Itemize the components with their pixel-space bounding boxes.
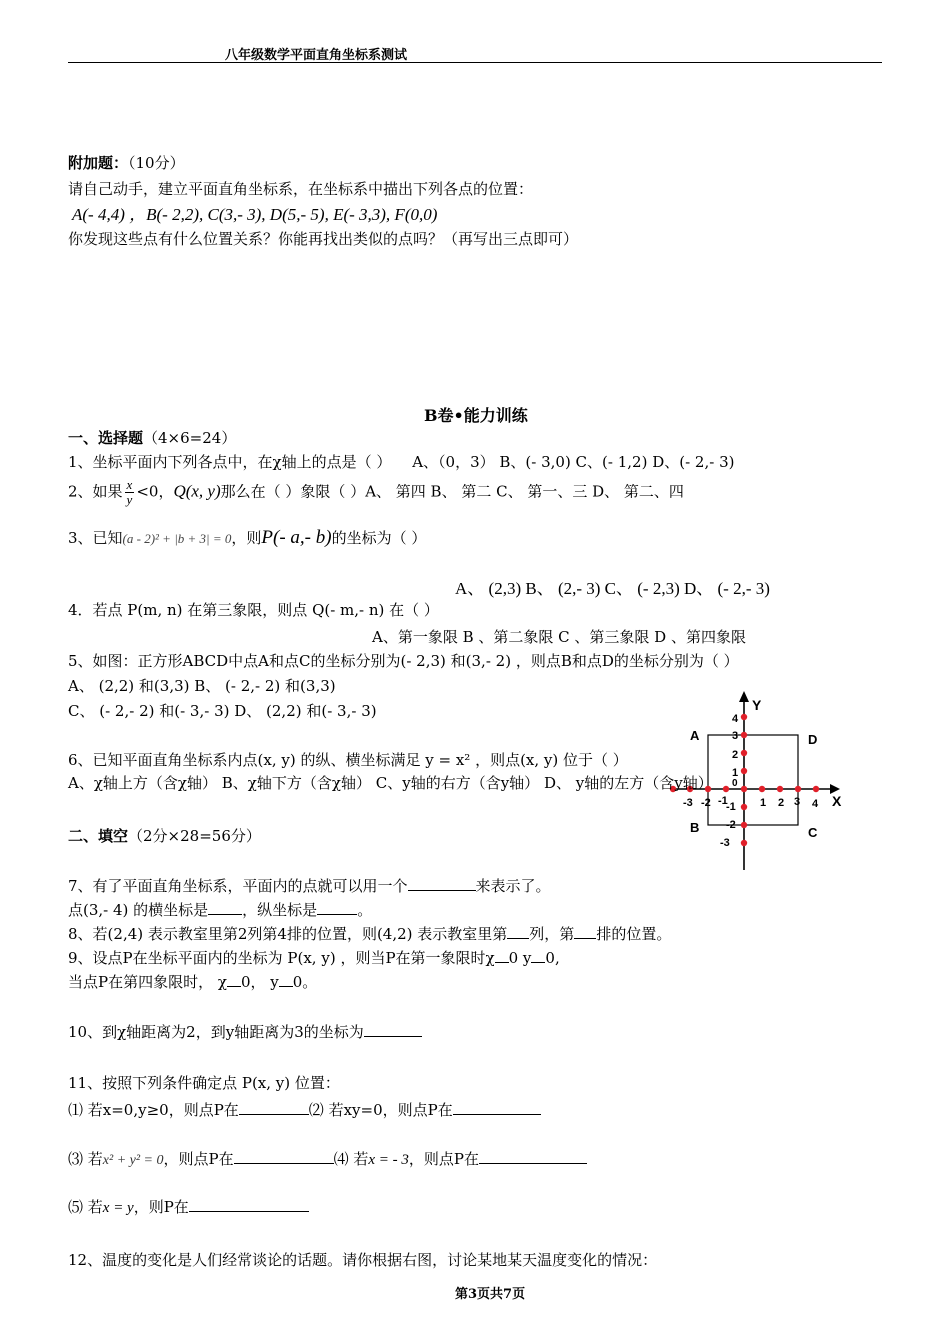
q9b-text-3: 0。 (292, 973, 318, 991)
q3-pre: 3、已知 (68, 529, 123, 547)
q6-options: A、χ轴上方（含χ轴） B、χ轴下方（含χ轴） C、y轴的右方（含y轴） D、 y轴的左方（含y轴） (68, 774, 713, 792)
q8-text-2: 列，第 (529, 925, 575, 943)
x-tick-neg2: -2 (701, 797, 711, 809)
q9b-line (68, 971, 317, 992)
q10-text: 10、到χ轴距离为2，到y轴距离为3的坐标为 (68, 1023, 364, 1041)
q9a-blank-x[interactable] (495, 948, 509, 963)
corner-a-label: A (690, 728, 700, 743)
q9a-text-3: 0, (545, 949, 560, 967)
dot-x-4 (813, 786, 819, 792)
x-axis-label: X (832, 793, 842, 809)
dot-origin (741, 786, 747, 792)
q7b-blank-y[interactable] (317, 900, 357, 915)
part1-heading-line (68, 427, 236, 448)
q3-options: A、 (2,3) B、 (2,- 3) C、 (- 2,3) D、 (- 2,- 3) (455, 579, 770, 598)
q5-options-cd: C、 (- 2,- 2) 和(- 3,- 3) D、 (2,2) 和(- 3,- 3) (68, 702, 377, 720)
q8-blank-col[interactable] (507, 924, 529, 939)
q9a-text-2: 0 y (508, 949, 532, 967)
bonus-question: 你发现这些点有什么位置关系？你能再找出类似的点吗？（再写出三点即可） (68, 230, 579, 248)
dot-y-4 (741, 714, 747, 720)
q11-5-post: ，则P在 (133, 1198, 189, 1216)
part1-score: （4×6=24） (143, 429, 237, 447)
q11-3-math: x² + y² = 0 (102, 1153, 164, 1168)
part1-heading: 一、选择题 (68, 429, 144, 447)
x-tick-4: 4 (812, 798, 819, 810)
q11-4-math: x = - 3 (368, 1152, 409, 1168)
q2-fraction (125, 478, 135, 507)
q11-1-blank[interactable] (239, 1100, 309, 1115)
dot-y-neg1 (741, 804, 747, 810)
x-tick-2: 2 (778, 797, 785, 809)
x-tick-3: 3 (794, 796, 801, 808)
q10-blank[interactable] (364, 1022, 422, 1037)
q3-mid: ，则 (231, 529, 262, 547)
q11-2-blank[interactable] (453, 1100, 541, 1115)
q9b-blank-y[interactable] (279, 972, 293, 987)
q8-blank-row[interactable] (574, 924, 596, 939)
q11-3-blank[interactable] (234, 1149, 334, 1164)
y-axis-arrow (739, 691, 749, 702)
part2-heading: 二、填空 (68, 827, 129, 845)
q9b-blank-x[interactable] (227, 972, 241, 987)
q1-options: A、（0，3） B、(- 3,0) C、(- 1,2) D、(- 2,- 3) (412, 453, 735, 471)
dot-y-neg2 (741, 822, 747, 828)
x-tick-neg1: -1 (718, 795, 728, 807)
q7b-text-2: ，纵坐标是 (242, 901, 318, 919)
y-tick-neg1: -1 (726, 801, 736, 813)
bonus-heading-line (68, 152, 185, 173)
q3-post: 的坐标为（ ） (331, 529, 427, 547)
q11-4-blank[interactable] (479, 1149, 587, 1164)
dot-x-2 (777, 786, 783, 792)
bonus-heading: 附加题： (68, 154, 129, 172)
q11-3-post: ，则点P在 (163, 1150, 234, 1168)
q9a-line (68, 947, 560, 968)
q3-condition: (a - 2)² + |b + 3| = 0 (122, 531, 232, 546)
q11-3-4-line (68, 1148, 587, 1169)
y-axis-label: Y (752, 697, 762, 713)
dot-x-3 (795, 786, 801, 792)
origin-label: 0 (732, 778, 738, 789)
q11-4-pre: ⑷ 若 (333, 1150, 369, 1168)
q7a-blank[interactable] (408, 876, 476, 891)
q3-math: P(- a,- b) (261, 527, 332, 548)
dot-y-3 (741, 732, 747, 738)
q4-text: 4．若点 P(m, n) 在第三象限，则点 Q(- m,- n) 在（ ） (68, 601, 439, 619)
page-footer: 第3页共7页 (455, 1287, 526, 1302)
q7a-line (68, 875, 551, 896)
square-abcd (708, 735, 801, 825)
q11-5-pre: ⑸ 若 (68, 1198, 103, 1216)
page-header-title: 八年级数学平面直角坐标系测试 (225, 48, 408, 63)
q9b-text-1: 当点P在第四象限时， χ (68, 973, 227, 991)
q7b-text-1: 点(3,- 4) 的横坐标是 (68, 901, 209, 919)
corner-b-label: B (690, 820, 700, 835)
q11-1-text: ⑴ 若x=0,y≥0，则点P在 (68, 1101, 239, 1119)
q2-frac-den: y (126, 492, 133, 507)
q9a-text-1: 9、设点P在坐标平面内的坐标为 P(x, y) ，则当P在第一象限时χ (68, 949, 495, 967)
dot-y-2 (741, 750, 747, 756)
section-b-title: B卷•能力训练 (424, 406, 528, 425)
q2-mid: <0， (136, 482, 174, 501)
q8-text-1: 8、若(2,4) 表示教室里第2列第4排的位置，则(4,2) 表示教室里第 (68, 925, 508, 943)
q11-text: 11、按照下列条件确定点 P(x, y) 位置： (68, 1074, 340, 1092)
q2-frac-num: x (126, 477, 133, 492)
q5-options-ab: A、 (2,2) 和(3,3) B、 (- 2,- 2) 和(3,3) (68, 677, 336, 695)
q7a-end: 来表示了。 (475, 877, 551, 895)
header-rule (68, 62, 882, 63)
q3-line (68, 527, 426, 549)
q8-text-3: 排的位置。 (596, 925, 672, 943)
q11-4-post: ，则点P在 (408, 1150, 479, 1168)
y-tick-neg3: -3 (720, 837, 730, 849)
q11-3-pre: ⑶ 若 (68, 1150, 103, 1168)
q2-math: Q(x, y) (173, 481, 221, 501)
y-tick-4: 4 (732, 713, 739, 725)
q1-text: 1、坐标平面内下列各点中，在χ轴上的点是（ ） (68, 453, 392, 471)
y-tick-2: 2 (732, 749, 739, 761)
q5-text: 5、如图：正方形ABCD中点A和点C的坐标分别为(- 2,3) 和(3,- 2) ，则点B和点D的坐标分别为（ ） (68, 652, 739, 670)
q12-text: 12、温度的变化是人们经常谈论的话题。请你根据右图，讨论某地某天温度变化的情况： (68, 1251, 658, 1269)
q2-pre: 2、如果 (68, 482, 123, 501)
y-tick-neg2: -2 (726, 819, 736, 831)
q4-options: A、第一象限 B 、第二象限 C 、第三象限 D 、第四象限 (372, 628, 746, 646)
q7b-text-3: 。 (357, 901, 373, 919)
q11-5-math: x = y (102, 1200, 134, 1216)
q6-text: 6、已知平面直角坐标系内点(x, y) 的纵、横坐标满足 y = x² ，则点(x, y) 位于（ ） (68, 751, 628, 769)
q11-2-text: ⑵ 若xy=0，则点P在 (308, 1101, 453, 1119)
q7b-blank-x[interactable] (208, 900, 242, 915)
q7a-text: 7、有了平面直角坐标系，平面内的点就可以用一个 (68, 877, 408, 895)
y-tick-1: 1 (732, 767, 739, 779)
x-tick-neg3: -3 (683, 797, 693, 809)
bonus-points: A(- 4,4) ，B(- 2,2), C(3,- 3), D(5,- 5), E(- 3,3), F(0,0) (72, 205, 438, 224)
corner-c-label: C (808, 825, 818, 840)
q7b-line (68, 899, 372, 920)
corner-d-label: D (808, 732, 818, 747)
part2-heading-line (68, 825, 261, 846)
bonus-instruction: 请自己动手，建立平面直角坐标系，在坐标系中描出下列各点的位置： (68, 180, 534, 198)
q11-1-2-line (68, 1099, 541, 1120)
q9a-blank-y[interactable] (531, 948, 545, 963)
dot-y-neg3 (741, 840, 747, 846)
q2-line (68, 478, 684, 507)
q11-5-blank[interactable] (189, 1197, 309, 1212)
q1-line (68, 451, 734, 472)
q8-line (68, 923, 671, 944)
dot-x-1 (759, 786, 765, 792)
part2-score: （2分×28=56分） (128, 827, 261, 845)
q10-line (68, 1021, 422, 1042)
y-tick-3: 3 (732, 730, 739, 742)
dot-x-neg1 (723, 786, 729, 792)
q2-post: 那么在（ ）象限（ ）A、 第四 B、 第二 C、 第一、三 D、 第二、四 (220, 482, 684, 501)
bonus-score: （10分） (128, 154, 185, 172)
q11-5-line (68, 1196, 309, 1217)
x-tick-1: 1 (760, 797, 767, 809)
dot-y-1 (741, 768, 747, 774)
q9b-text-2: 0， y (240, 973, 279, 991)
